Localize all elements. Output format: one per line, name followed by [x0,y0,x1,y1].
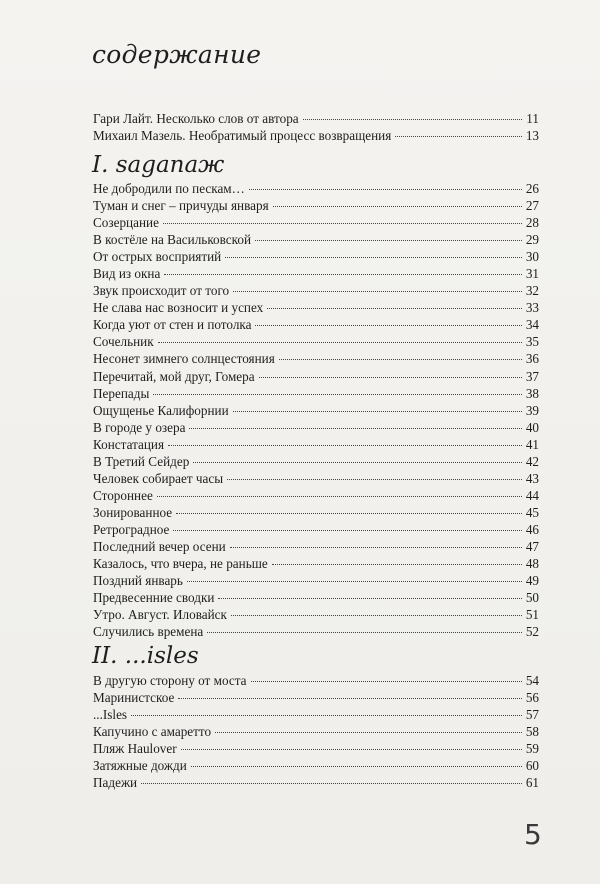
dot-leader [255,240,522,241]
toc-entry-page: 27 [525,198,539,214]
toc-entry-page: 46 [525,521,539,537]
toc-entry-page: 11 [526,111,539,126]
dot-leader [157,496,522,497]
toc-entry-page: 34 [525,317,539,333]
toc-entry [93,589,539,606]
toc-entry-page: 49 [525,573,539,589]
toc-entry-page: 29 [525,232,539,248]
toc-entry-page: 57 [525,707,539,723]
toc-entry-page: 33 [525,300,539,316]
toc-entry-title: Утро. Август. Иловайск [93,607,227,623]
toc-entry-title: Вид из окна [93,266,161,282]
toc-entry [93,723,539,740]
toc-entry-page: 13 [525,128,539,144]
dot-leader [267,308,522,309]
dot-leader [207,632,522,633]
dot-leader [168,445,522,446]
toc-entry-page: 42 [525,453,539,469]
toc-entry-title: Михаил Мазель. Необратимый процесс возвращения [93,128,392,144]
toc-entry-page: 43 [525,470,539,486]
toc-entry [93,419,539,436]
toc-entry-title: Гари Лайт. Несколько слов от автора [93,111,299,126]
toc-entry-title: Звук происходит от того [93,283,230,299]
toc-entry-page: 60 [525,758,539,774]
toc-entry [93,333,539,350]
toc-entry-title: Туман и снег – причуды января [93,198,269,214]
toc-entry [93,385,539,402]
toc-entry-title: В другую сторону от моста [93,673,247,688]
dot-leader [141,783,522,784]
toc-entry-title: Пляж Haulover [93,741,177,757]
toc-entry-title: В Третий Сейдер [93,453,190,469]
toc-entry-page: 26 [525,181,539,196]
toc-entry-page: 39 [525,402,539,418]
toc-entry [93,757,539,774]
toc-entry-page: 32 [525,283,539,299]
toc-entry-title: Случились времена [93,624,204,640]
toc-entry [93,740,539,757]
toc-entry-title: Человек собирает часы [93,470,224,486]
toc-entry [93,623,539,640]
dot-leader [181,749,522,750]
dot-leader [225,257,522,258]
toc-entry [93,538,539,555]
toc-entry-page: 40 [525,419,539,435]
toc-entry-page: 37 [525,368,539,384]
toc-entry [93,180,539,197]
toc-entry-title: В костёле на Васильковской [93,232,252,248]
toc-entry-title: Затяжные дожди [93,758,187,774]
toc-entry-page: 47 [525,538,539,554]
toc-entry-title: Не добродили по пескам… [93,181,245,196]
toc-entry [93,672,539,689]
toc-entry [93,316,539,333]
dot-leader [273,206,522,207]
toc-section-1 [93,180,539,640]
toc-entry-title: Констатация [93,436,165,452]
toc-entry [93,214,539,231]
dot-leader [227,479,522,480]
dot-leader [255,325,522,326]
toc-entry [93,606,539,623]
toc-entry [93,402,539,419]
toc-entry-page: 56 [525,690,539,706]
toc-entry [93,127,539,144]
toc-entry [93,774,539,791]
page-number: 5 [524,818,542,851]
dot-leader [153,394,522,395]
toc-intro [93,110,539,144]
toc-entry-page: 45 [525,504,539,520]
page-title: содержание [92,40,262,69]
toc-entry [93,299,539,316]
toc-entry [93,110,539,127]
dot-leader [233,411,522,412]
dot-leader [187,581,522,582]
toc-entry-title: Зонированное [93,504,173,520]
dot-leader [131,715,522,716]
toc-entry-title: Когда уют от стен и потолка [93,317,252,333]
dot-leader [249,189,522,190]
toc-entry-title: Несонет зимнего солнцестояния [93,351,275,367]
toc-entry [93,504,539,521]
toc-entry [93,282,539,299]
toc-entry-title: Сочельник [93,334,154,350]
dot-leader [272,564,522,565]
toc-entry-title: Перечитай, мой друг, Гомера [93,368,255,384]
toc-entry [93,248,539,265]
toc-entry-page: 30 [525,249,539,265]
dot-leader [259,377,522,378]
dot-leader [395,136,522,137]
toc-entry-page: 38 [525,385,539,401]
toc-entry-title: Стороннее [93,487,153,503]
toc-entry [93,487,539,504]
toc-entry-page: 28 [525,215,539,231]
dot-leader [158,342,522,343]
toc-entry-page: 31 [525,266,539,282]
toc-entry-title: Ретроградное [93,521,170,537]
toc-entry-page: 59 [525,741,539,757]
toc-entry [93,521,539,538]
dot-leader [215,732,522,733]
toc-entry [93,265,539,282]
toc-entry [93,555,539,572]
toc-entry-page: 61 [525,775,539,791]
toc-entry-page: 44 [525,487,539,503]
toc-section-2 [93,672,539,791]
dot-leader [230,547,522,548]
toc-entry-title: Падежи [93,775,138,791]
toc-entry-page: 48 [525,556,539,572]
toc-entry-page: 41 [525,436,539,452]
toc-entry-title: Последний вечер осени [93,538,226,554]
dot-leader [176,513,522,514]
dot-leader [173,530,522,531]
dot-leader [178,698,522,699]
dot-leader [193,462,522,463]
dot-leader [164,274,522,275]
toc-entry-page: 58 [525,724,539,740]
toc-entry [93,350,539,367]
toc-entry-title: Созерцание [93,215,159,231]
toc-entry [93,706,539,723]
toc-entry [93,453,539,470]
dot-leader [218,598,522,599]
toc-entry-title: Казалось, что вчера, не раньше [93,556,268,572]
toc-entry-title: Поздний январь [93,573,183,589]
toc-entry [93,689,539,706]
toc-entry [93,231,539,248]
dot-leader [251,681,522,682]
toc-entry-page: 36 [525,351,539,367]
toc-entry [93,470,539,487]
dot-leader [189,428,522,429]
toc-entry-title: Маринистское [93,690,175,706]
toc-entry-title: Предвесенние сводки [93,590,215,606]
toc-entry [93,572,539,589]
dot-leader [303,119,522,120]
dot-leader [279,359,522,360]
toc-entry-title: Капучино с амаретто [93,724,212,740]
toc-entry-page: 50 [525,590,539,606]
toc-entry-title: Не слава нас возносит и успех [93,300,264,316]
toc-entry-title: От острых восприятий [93,249,222,265]
toc-entry [93,436,539,453]
dot-leader [163,223,522,224]
dot-leader [231,615,522,616]
toc-entry-title: ...Isles [93,707,128,723]
toc-entry-page: 51 [525,607,539,623]
section-heading-1: I. saganaж [92,152,225,178]
toc-entry-page: 52 [525,624,539,640]
section-heading-2: II. ...isles [92,643,199,669]
toc-entry-title: Перепады [93,385,150,401]
toc-entry-title: Ощущенье Калифорнии [93,402,229,418]
toc-entry-page: 54 [525,673,539,688]
toc-entry [93,197,539,214]
dot-leader [233,291,522,292]
dot-leader [191,766,522,767]
toc-entry [93,368,539,385]
toc-entry-title: В городе у озера [93,419,186,435]
toc-entry-page: 35 [525,334,539,350]
